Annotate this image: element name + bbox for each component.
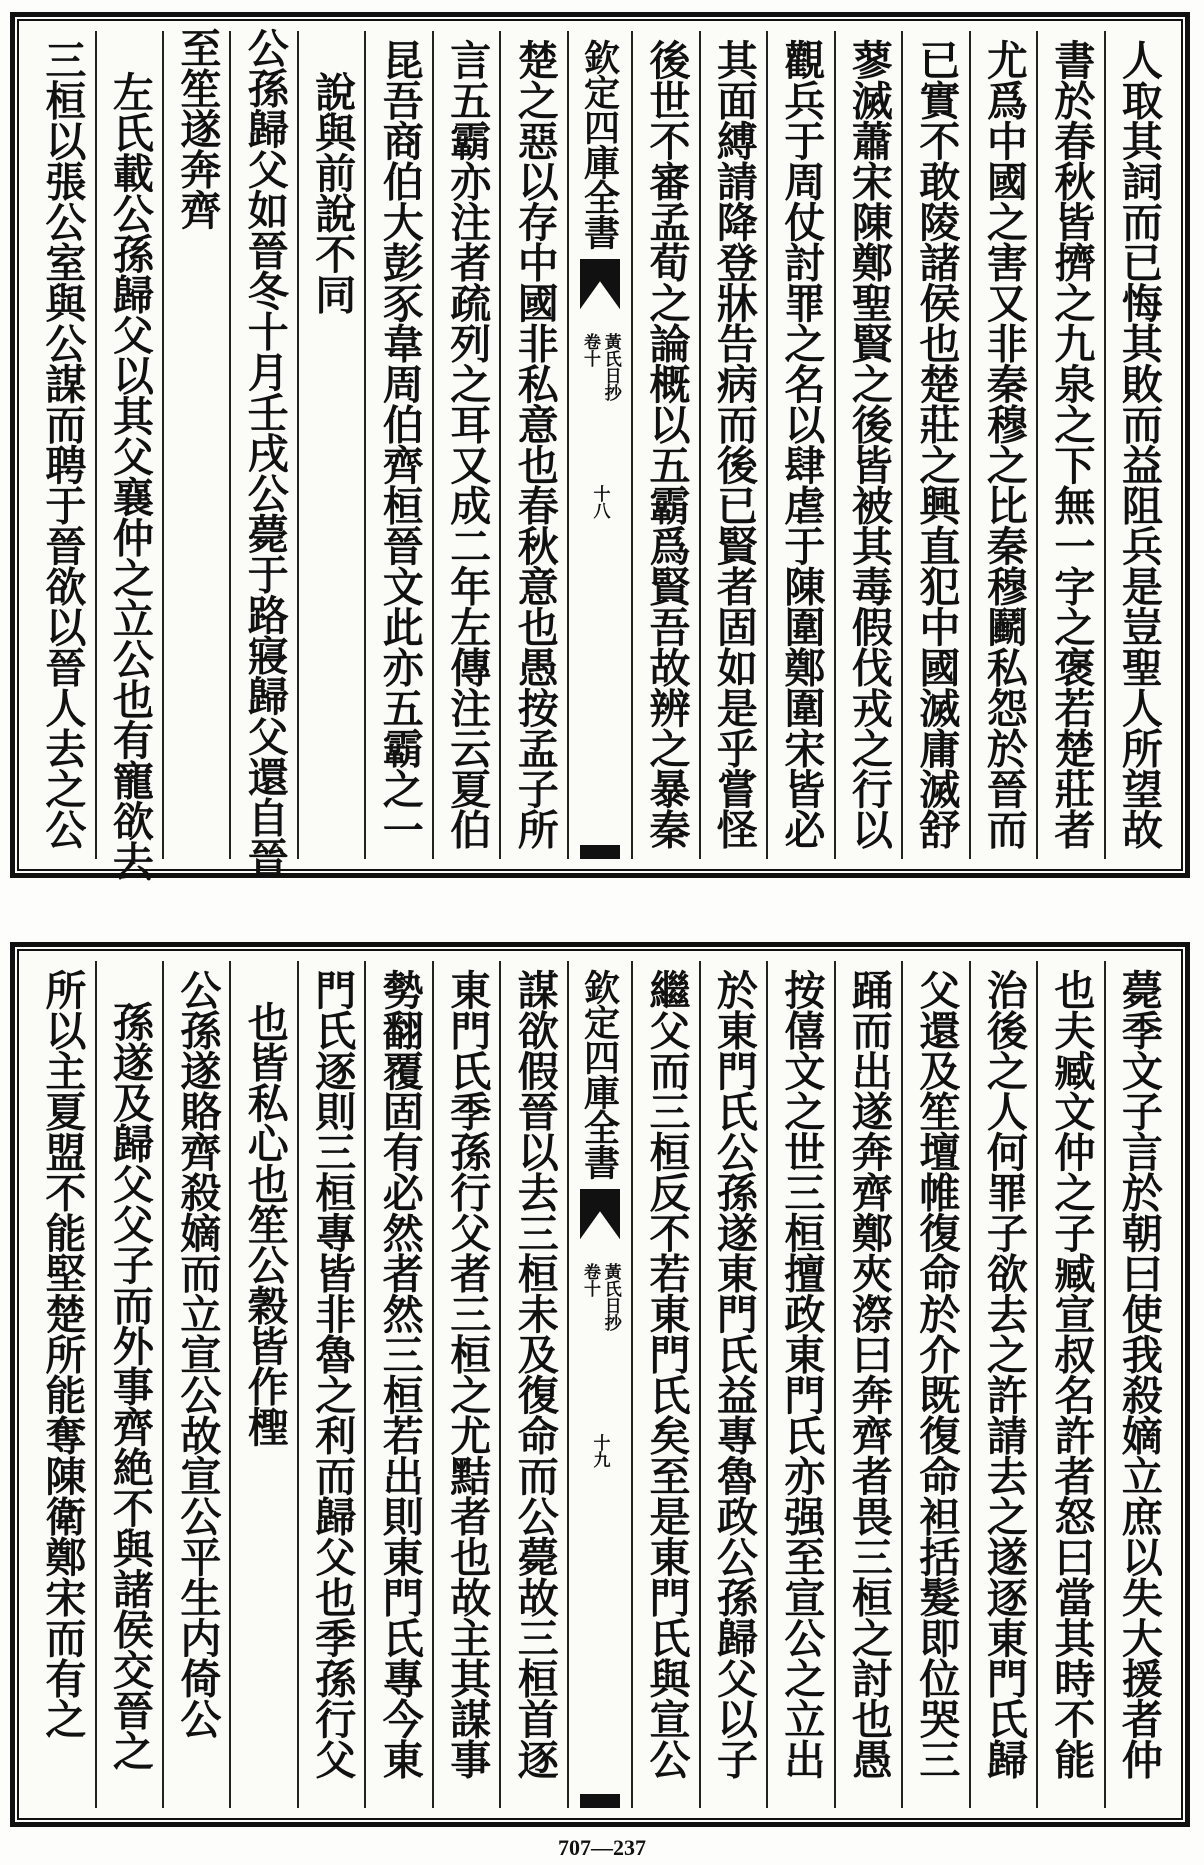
column-text: 楚之惡以存中國非私意也春秋意也愚按孟子所 <box>510 39 559 849</box>
fish-tail-mark-bottom <box>580 845 620 859</box>
column-text: 言五霸亦注者疏列之耳又成二年左傳注云夏伯 <box>443 39 492 849</box>
column-text: 至笙遂奔齊 <box>173 27 222 230</box>
text-column <box>29 961 94 1808</box>
folio-number: 十八 <box>589 485 610 519</box>
lower-book-page <box>10 942 1190 1827</box>
column-text: 其面縛請降登牀告病而後已賢者固如是乎嘗怪 <box>709 39 758 849</box>
text-column <box>499 31 566 859</box>
column-text: 於東門氏公孫遂東門氏益專魯政公孫歸父以子 <box>709 969 758 1779</box>
text-column <box>95 961 162 1808</box>
column-text: 門氏逐則三桓專皆非魯之利而歸父也季孫行父 <box>308 969 357 1779</box>
page-number: 707—237 <box>558 1835 646 1860</box>
text-column <box>297 961 364 1808</box>
text-column <box>901 31 968 859</box>
text-column <box>699 31 766 859</box>
banner-subtitle <box>580 333 619 401</box>
column-text: 所以主夏盟不能堅楚所能奪陳衛鄭宋而有之 <box>38 969 87 1739</box>
column-text: 東門氏季孫行父者三桓之尤黠者也故主其謀事 <box>443 969 492 1779</box>
upper-book-page <box>10 12 1190 881</box>
column-text: 已實不敢陵諸侯也楚莊之興直犯中國滅庸滅舒 <box>912 39 961 849</box>
column-text: 謀欲假晉以去三桓未及復命而公薨故三桓首逐 <box>510 969 559 1779</box>
work-title: 黃氏日抄 <box>600 1263 621 1331</box>
column-text: 三桓以張公室與公謀而聘于晉欲以晉人去之公 <box>38 39 87 849</box>
text-column <box>364 31 431 859</box>
text-column <box>1104 961 1171 1808</box>
column-text: 踊而出遂奔齊鄭夾漈曰奔齊者畏三桓之討也愚 <box>844 969 893 1779</box>
text-column <box>1036 31 1103 859</box>
text-column <box>364 961 431 1808</box>
folio-number: 十九 <box>589 1434 610 1468</box>
column-text: 後世不審孟荀之論概以五霸爲賢吾故辨之暴秦 <box>642 39 691 849</box>
text-column <box>95 31 162 881</box>
text-column <box>29 31 94 859</box>
text-column <box>162 27 229 859</box>
volume-label: 卷十 <box>580 1263 601 1297</box>
text-column <box>297 31 364 859</box>
fish-tail-mark-bottom <box>580 1794 620 1808</box>
banner-subtitle <box>580 1263 619 1331</box>
column-text: 治後之人何罪子欲去之許請去之遂逐東門氏歸 <box>979 969 1028 1779</box>
text-column <box>834 961 901 1808</box>
column-text: 說與前說不同 <box>308 71 357 314</box>
text-column <box>766 31 833 859</box>
column-text: 昆吾商伯大彭豕韋周伯齊桓晉文此亦五霸之一 <box>375 39 424 849</box>
center-banner <box>567 31 631 859</box>
column-text: 薨季文子言於朝曰使我殺嫡立庶以失大援者仲 <box>1114 969 1163 1779</box>
text-column <box>969 961 1036 1808</box>
column-text: 蓼滅蕭宋陳鄭聖賢之後皆被其毒假伐戎之行以 <box>844 39 893 849</box>
volume-label: 卷十 <box>580 333 601 367</box>
text-column <box>969 31 1036 859</box>
book-title: 欽定四庫全書 <box>578 39 621 249</box>
column-text: 左氏載公孫歸父以其父襄仲之立公也有寵欲去 <box>105 71 154 881</box>
column-text: 觀兵于周仗討罪之名以肆虐于陳圍鄭圍宋皆必 <box>777 39 826 849</box>
fish-tail-mark <box>580 1189 620 1249</box>
lower-text-columns <box>29 961 1171 1808</box>
text-column <box>901 961 968 1808</box>
text-column <box>432 31 499 859</box>
text-column <box>699 961 766 1808</box>
text-column <box>229 27 296 878</box>
column-text: 按僖文之世三桓擅政東門氏亦强至宣公之立出 <box>777 969 826 1779</box>
text-column <box>834 31 901 859</box>
column-text: 尤爲中國之害又非秦穆之比秦穆鬬私怨於晉而 <box>979 39 1028 849</box>
book-title: 欽定四庫全書 <box>578 969 621 1179</box>
column-text: 人取其詞而已悔其敗而益阻兵是豈聖人所望故 <box>1114 39 1163 849</box>
column-text: 父還及笙壇帷復命於介既復命袒括髮即位哭三 <box>912 969 961 1779</box>
text-column <box>1036 961 1103 1808</box>
column-text: 勢翻覆固有必然者然三桓若出則東門氏專今東 <box>375 969 424 1779</box>
upper-text-columns <box>29 27 1171 881</box>
column-text: 孫遂及歸父父子而外事齊絶不與諸侯交晉之 <box>105 1001 154 1771</box>
column-text: 公孫歸父如晉冬十月壬戌公薨于路寢歸父還自晉 <box>240 27 289 878</box>
text-column <box>229 961 296 1808</box>
work-title: 黃氏日抄 <box>600 333 621 401</box>
text-column <box>432 961 499 1808</box>
text-column <box>162 961 229 1808</box>
fish-tail-mark <box>580 259 620 319</box>
text-column <box>631 961 698 1808</box>
center-banner <box>567 961 631 1808</box>
text-column <box>499 961 566 1808</box>
column-text: 繼父而三桓反不若東門氏矣至是東門氏與宣公 <box>642 969 691 1779</box>
column-text: 也夫臧文仲之子臧宣叔名許者怒曰當其時不能 <box>1047 969 1096 1779</box>
text-column <box>766 961 833 1808</box>
column-text: 書於春秋皆擠之九泉之下無一字之褒若楚莊者 <box>1047 39 1096 849</box>
column-text: 也皆私心也笙公穀皆作檉 <box>240 1001 289 1447</box>
text-column <box>1104 31 1171 859</box>
column-text: 公孫遂賂齊殺嫡而立宣公故宣公平生内倚公 <box>173 969 222 1739</box>
text-column <box>631 31 698 859</box>
